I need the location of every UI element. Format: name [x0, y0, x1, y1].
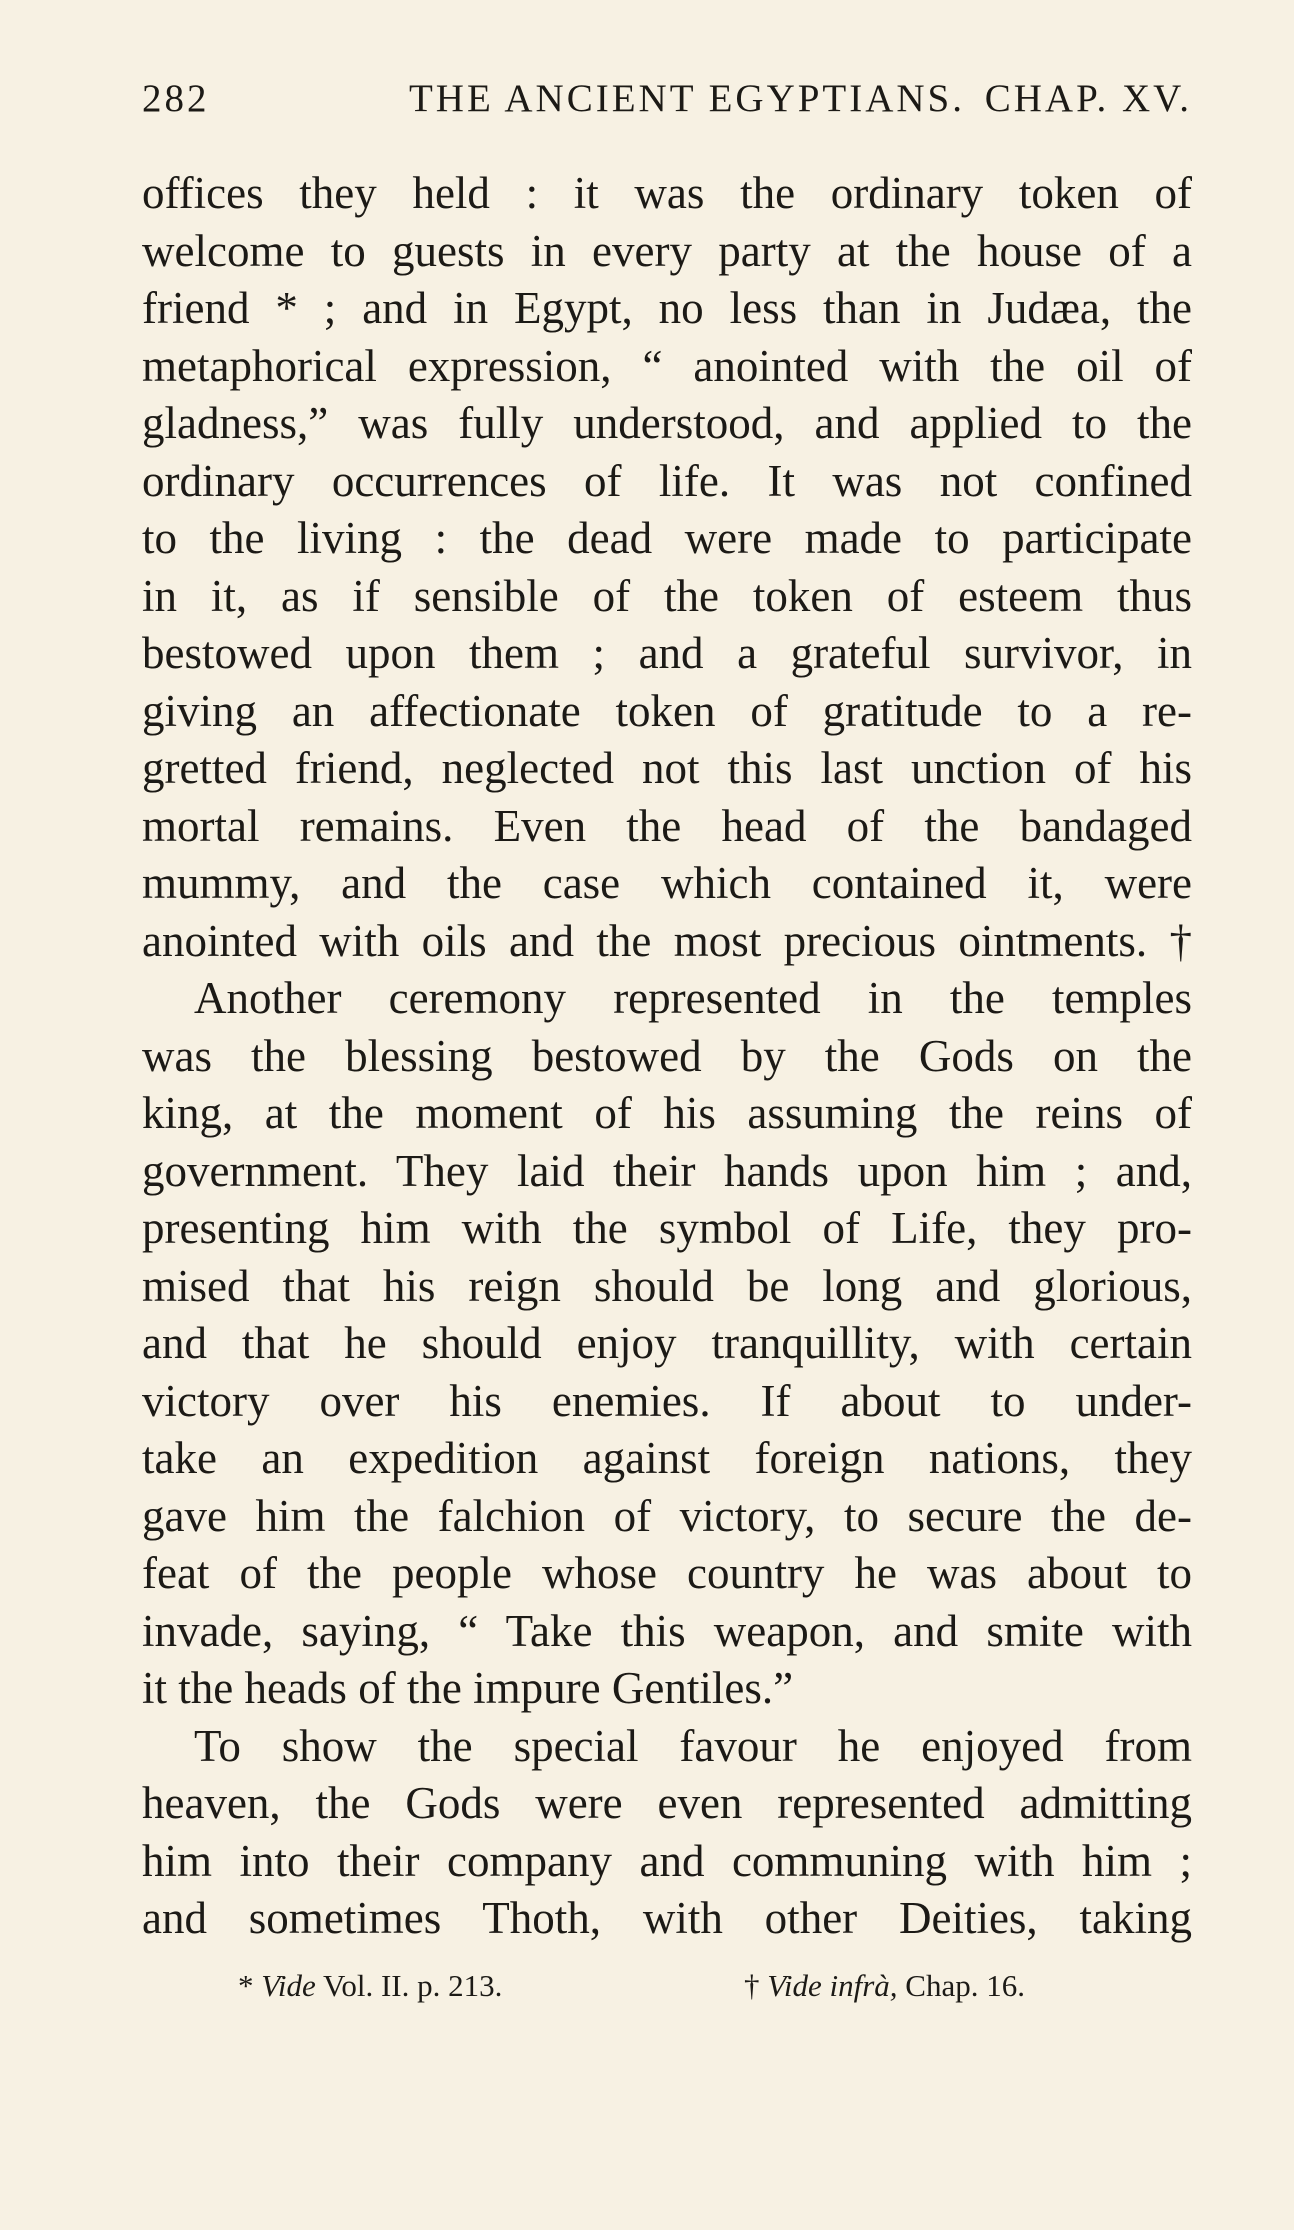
footnote-2 [744, 1968, 1025, 2004]
text-line: friend * ; and in Egypt, no less than in Judæa, the [142, 283, 1192, 333]
text-line: him into their company and communing with him ; [142, 1835, 1192, 1886]
text-line: To show the special favour he enjoyed from [194, 1720, 1192, 1771]
text-line: welcome to guests in every party at the house of a [142, 225, 1192, 276]
running-header [142, 76, 1192, 136]
text-line: bestowed upon them ; and a grateful survivor, in [142, 628, 1192, 678]
paragraph-3 [142, 1718, 1192, 1948]
text-line: was the blessing bestowed by the Gods on the [142, 1030, 1192, 1081]
text-line: feat of the people whose country he was about to [142, 1548, 1192, 1598]
footnote-mark: * [238, 1968, 254, 2003]
text-line: gave him the falchion of victory, to secure the de- [142, 1490, 1192, 1541]
text-line: mortal remains. Even the head of the bandaged [142, 800, 1192, 851]
text-line: to the living : the dead were made to participate [142, 513, 1192, 563]
text-line: government. They laid their hands upon him ; and, [142, 1145, 1192, 1196]
text-line: take an expedition against foreign nations, they [142, 1433, 1192, 1483]
text-line: offices they held : it was the ordinary token of [142, 168, 1192, 218]
paragraph-1 [142, 165, 1192, 970]
text-line: anointed with oils and the most precious ointments. † [142, 915, 1192, 966]
paragraph-2 [142, 970, 1192, 1718]
text-line: gretted friend, neglected not this last unction of his [142, 743, 1192, 793]
footnote-text: Vol. II. p. 213. [322, 1968, 503, 2003]
text-line: Another ceremony represented in the temples [194, 973, 1192, 1023]
text-line: in it, as if sensible of the token of esteem thus [142, 570, 1192, 621]
text-line: ordinary occurrences of life. It was not confined [142, 455, 1192, 506]
chapter-label: CHAP. XV. [984, 77, 1192, 120]
text-line: gladness,” was fully understood, and applied to the [142, 398, 1192, 448]
text-line: giving an affectionate token of gratitude to a re- [142, 685, 1192, 736]
text-line: heaven, the Gods were even represented admitting [142, 1778, 1192, 1828]
text-line: king, at the moment of his assuming the reins of [142, 1088, 1192, 1138]
text-line: metaphorical expression, “ anointed with the oil of [142, 340, 1192, 391]
text-line: presenting him with the symbol of Life, they pro- [142, 1203, 1192, 1253]
text-line: it the heads of the impure Gentiles.” [142, 1663, 794, 1713]
text-line: invade, saying, “ Take this weapon, and smite with [142, 1605, 1192, 1656]
page-number: 282 [142, 77, 210, 120]
footnote-italic: Vide infrà, [767, 1968, 898, 2003]
text-line: mised that his reign should be long and glorious, [142, 1260, 1192, 1311]
footnote-1 [238, 1968, 502, 2004]
text-line: and that he should enjoy tranquillity, with certain [142, 1318, 1192, 1368]
body-text [142, 165, 1192, 1948]
text-line: victory over his enemies. If about to under- [142, 1375, 1192, 1426]
footnote-mark: † [744, 1968, 760, 2003]
footnote-text: Chap. 16. [905, 1968, 1025, 2003]
text-line: mummy, and the case which contained it, were [142, 858, 1192, 908]
footnotes [142, 1968, 1192, 2012]
footnote-italic: Vide [261, 1968, 316, 2003]
text-line: and sometimes Thoth, with other Deities, taking [142, 1893, 1192, 1943]
running-title: THE ANCIENT EGYPTIANS. [408, 77, 965, 120]
